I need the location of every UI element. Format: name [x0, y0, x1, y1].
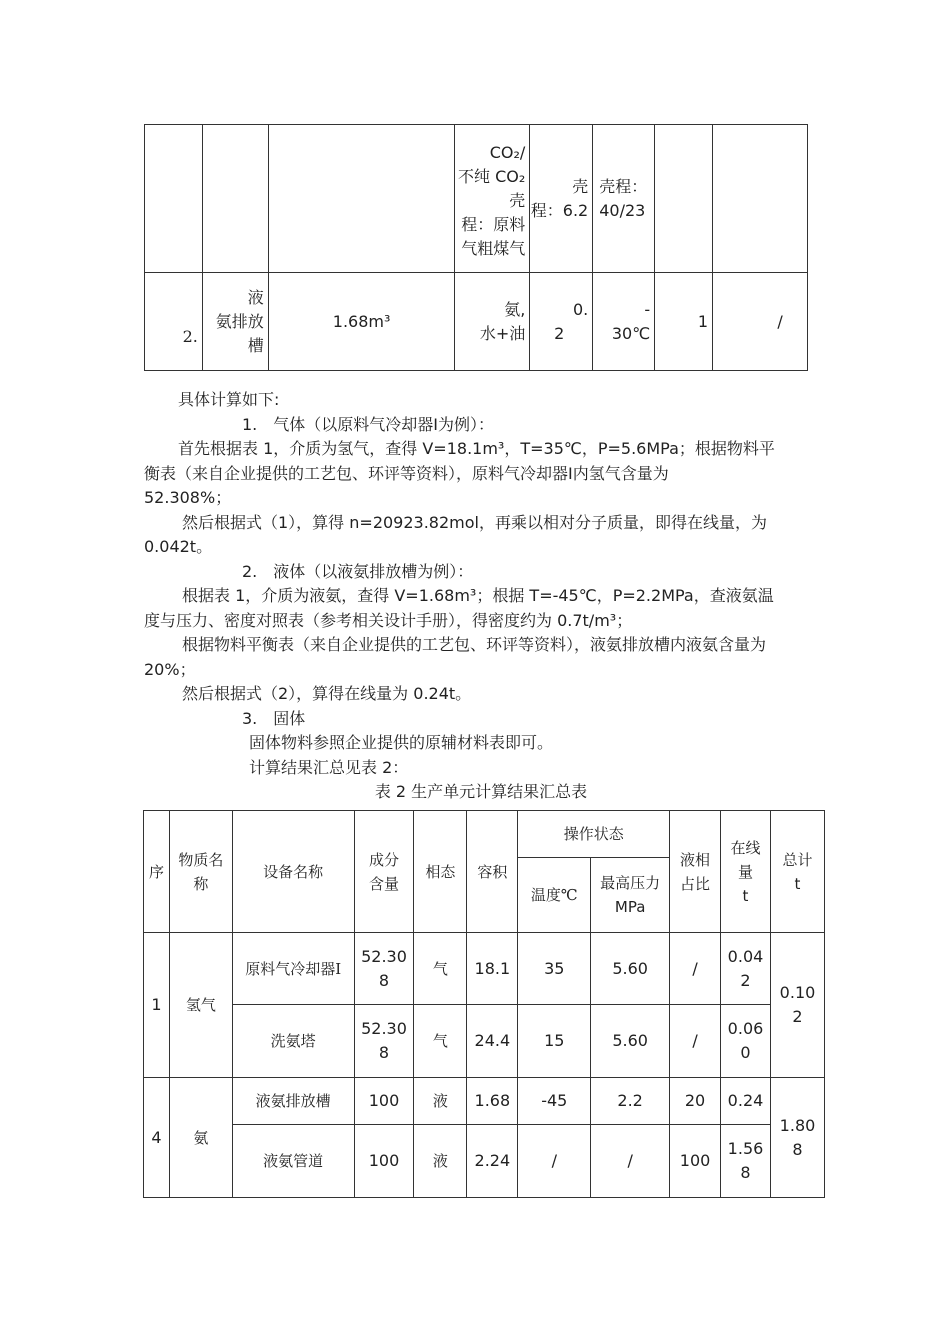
cell-online-amount: 0.04 2: [721, 933, 771, 1005]
cell-content: 100: [354, 1125, 414, 1198]
table-row: [144, 1125, 825, 1198]
cell-phase: 气: [414, 1005, 467, 1078]
header-online-amount: 在线 量 t: [721, 811, 771, 933]
cell-name: 液 氨排放 槽: [202, 273, 268, 371]
header-equipment: 设备名称: [232, 811, 354, 933]
cell-temperature: 35: [518, 933, 591, 1005]
cell-temperature: /: [518, 1125, 591, 1198]
cell-liquid-ratio: /: [670, 933, 721, 1005]
cell-seq: 4: [144, 1078, 170, 1198]
cell-seq: 1: [144, 933, 170, 1078]
table-caption: 表 2 生产单元计算结果汇总表: [374, 782, 588, 801]
paragraph: 根据表 1，介质为液氨，查得 V=1.68m³；根据 T=-45℃，P=2.2MPa，查液氨温: [182, 586, 774, 605]
paragraph: 然后根据式（1），算得 n=20923.82mol，再乘以相对分子质量，即得在线量，为: [182, 512, 767, 532]
cell-volume: 1.68: [467, 1078, 518, 1125]
cell-equipment: 洗氨塔: [232, 1005, 354, 1078]
paragraph: 首先根据表 1，介质为氢气，查得 V=18.1m³，T=35℃，P=5.6MPa；根据物料平: [178, 439, 775, 458]
cell-name: [202, 125, 268, 273]
cell-volume: [268, 125, 455, 273]
table-row: [144, 933, 825, 1005]
cell-pressure: 5.60: [591, 1005, 670, 1078]
header-volume: 容积: [467, 811, 518, 933]
cell-content: 52.30 8: [354, 1005, 414, 1078]
cell-medium: CO₂/ 不纯 CO₂ 壳 程：原料 气粗煤气: [455, 125, 530, 273]
cell-pressure: 0. 2: [530, 273, 593, 371]
cell-total: 0.10 2: [770, 933, 824, 1078]
paragraph: 度与压力、密度对照表（参考相关设计手册），得密度约为 0.7t/m³；: [144, 610, 633, 630]
header-total: 总计 t: [770, 811, 824, 933]
paragraph: 固体物料参照企业提供的原辅材料表即可。: [249, 733, 554, 752]
equipment-table-continuation: [144, 124, 808, 371]
table-row: [145, 125, 808, 273]
cell-pressure: 壳 程：6.2: [530, 125, 593, 273]
paragraph: 具体计算如下:: [178, 390, 280, 409]
cell-no: [145, 125, 203, 273]
paragraph: 52.308%；: [144, 488, 232, 507]
paragraph: 衡表（来自企业提供的工艺包、环评等资料），原料气冷却器Ⅰ内氢气含量为: [144, 463, 669, 483]
header-max-pressure: 最高压力 MPa: [591, 858, 670, 933]
cell-liquid-ratio: 20: [670, 1078, 721, 1125]
table-row: [144, 1078, 825, 1125]
cell-substance: 氢气: [169, 933, 232, 1078]
cell-volume: 1.68m³: [268, 273, 455, 371]
cell-pressure: /: [591, 1125, 670, 1198]
cell-temperature: - 30℃: [593, 273, 655, 371]
cell-substance: 氨: [169, 1078, 232, 1198]
header-operating-state: 操作状态: [518, 811, 670, 858]
cell-temperature: 15: [518, 1005, 591, 1078]
section-heading: 2. 液体（以液氨排放槽为例）：: [242, 561, 474, 581]
header-liquid-ratio: 液相 占比: [670, 811, 721, 933]
header-temperature: 温度℃: [518, 858, 591, 933]
paragraph: 0.042t。: [144, 537, 213, 556]
section-heading: 1. 气体（以原料气冷却器Ⅰ为例）：: [242, 414, 494, 434]
cell-equipment: 原料气冷却器Ⅰ: [232, 933, 354, 1005]
section-heading: 3. 固体: [242, 708, 306, 728]
cell-liquid-ratio: 100: [670, 1125, 721, 1198]
paragraph: 20%；: [144, 659, 196, 679]
cell-online-amount: 0.06 0: [721, 1005, 771, 1078]
cell-pressure: 5.60: [591, 933, 670, 1005]
table-row: [145, 273, 808, 371]
cell-no: 2.: [145, 273, 203, 371]
cell-note: /: [713, 273, 808, 371]
header-substance: 物质名 称: [169, 811, 232, 933]
header-phase: 相态: [414, 811, 467, 933]
cell-liquid-ratio: /: [670, 1005, 721, 1078]
header-row: [144, 811, 825, 858]
cell-equipment: 液氨排放槽: [232, 1078, 354, 1125]
calculation-text: [144, 388, 808, 805]
cell-online-amount: 1.56 8: [721, 1125, 771, 1198]
cell-volume: 24.4: [467, 1005, 518, 1078]
header-content: 成分 含量: [354, 811, 414, 933]
paragraph: 根据物料平衡表（来自企业提供的工艺包、环评等资料），液氨排放槽内液氨含量为: [182, 635, 767, 654]
summary-table: [143, 810, 825, 1198]
cell-equipment: 液氨管道: [232, 1125, 354, 1198]
header-seq: 序: [144, 811, 170, 933]
cell-volume: 18.1: [467, 933, 518, 1005]
table-row: [144, 1005, 825, 1078]
cell-phase: 液: [414, 1125, 467, 1198]
cell-temperature: 壳程： 40/23: [593, 125, 655, 273]
cell-note: [713, 125, 808, 273]
cell-ratio: [655, 125, 713, 273]
cell-phase: 液: [414, 1078, 467, 1125]
cell-ratio: 1: [655, 273, 713, 371]
cell-volume: 2.24: [467, 1125, 518, 1198]
paragraph: 然后根据式（2），算得在线量为 0.24t。: [182, 684, 472, 703]
paragraph: 计算结果汇总见表 2：: [249, 757, 409, 777]
cell-pressure: 2.2: [591, 1078, 670, 1125]
cell-total: 1.80 8: [770, 1078, 824, 1198]
cell-content: 52.30 8: [354, 933, 414, 1005]
cell-temperature: -45: [518, 1078, 591, 1125]
cell-phase: 气: [414, 933, 467, 1005]
cell-online-amount: 0.24: [721, 1078, 771, 1125]
cell-content: 100: [354, 1078, 414, 1125]
cell-medium: 氨, 水+油: [455, 273, 530, 371]
